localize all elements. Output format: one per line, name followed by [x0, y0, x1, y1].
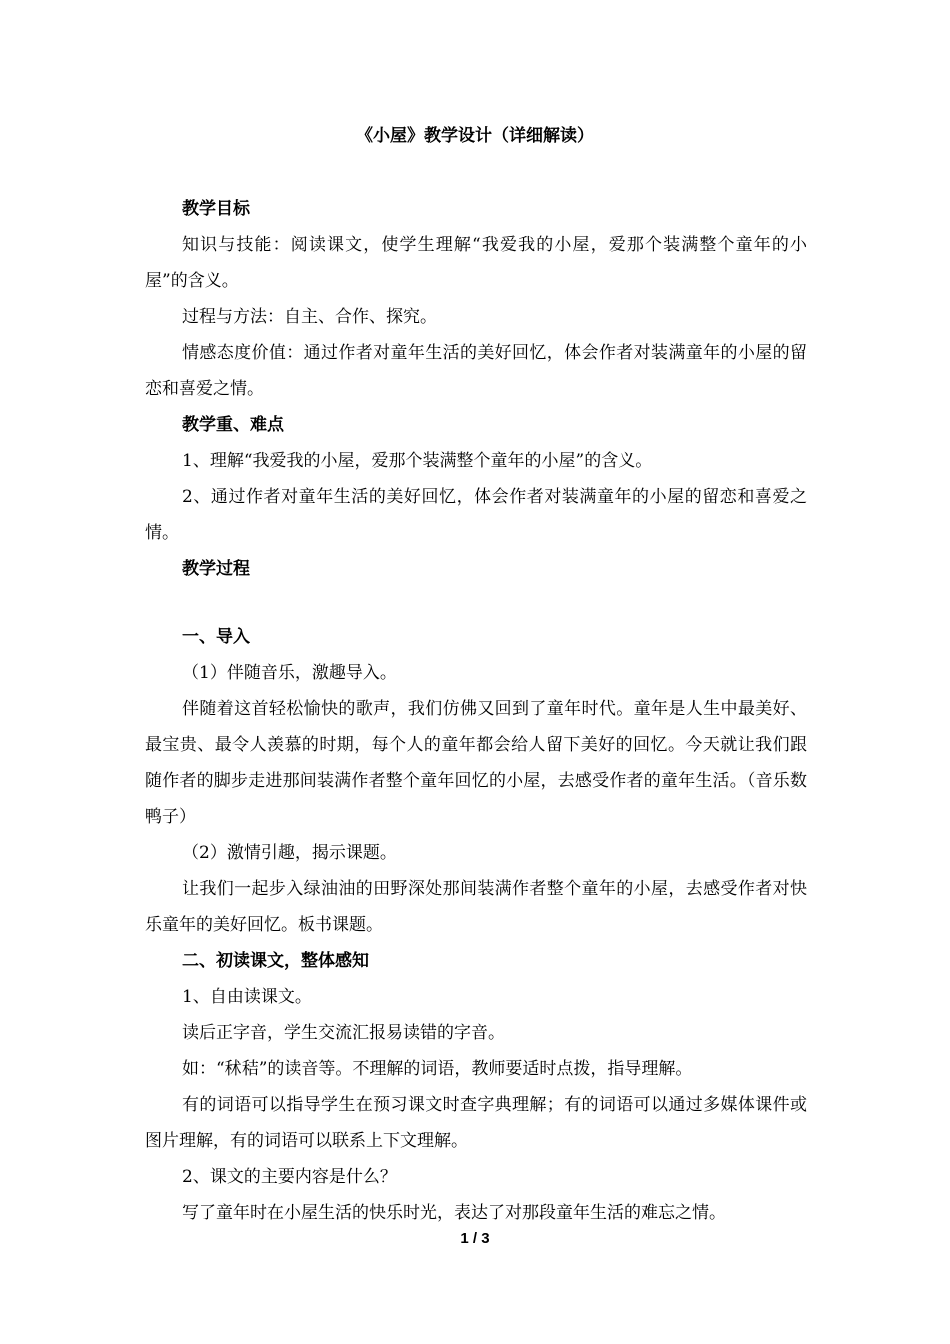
paragraph: 让我们一起步入绿油油的田野深处那间装满作者整个童年的小屋，去感受作者对快乐童年的美好回忆。板书课题。 — [145, 879, 807, 935]
paragraph: 情感态度价值：通过作者对童年生活的美好回忆，体会作者对装满童年的小屋的留恋和喜爱之情。 — [145, 343, 807, 399]
paragraph: 1、自由读课文。 — [182, 987, 312, 1007]
paragraph: 2、通过作者对童年生活的美好回忆，体会作者对装满童年的小屋的留恋和喜爱之情。 — [145, 487, 807, 543]
section-heading: 教学重、难点 — [182, 415, 284, 435]
paragraph: 有的词语可以指导学生在预习课文时查字典理解；有的词语可以通过多媒体课件或图片理解，有的词语可以联系上下文理解。 — [145, 1095, 807, 1151]
paragraph: 如：“秫秸”的读音等。不理解的词语，教师要适时点拨，指导理解。 — [182, 1059, 693, 1079]
paragraph: 过程与方法：自主、合作、探究。 — [182, 307, 437, 327]
section-heading: 一、导入 — [182, 627, 250, 647]
paragraph: （1）伴随音乐，激趣导入。 — [182, 663, 397, 683]
paragraph: 1、理解“我爱我的小屋，爱那个装满整个童年的小屋”的含义。 — [182, 451, 653, 471]
paragraph: 2、课文的主要内容是什么？ — [182, 1167, 397, 1187]
paragraph: （2）激情引趣，揭示课题。 — [182, 843, 397, 863]
paragraph: 写了童年时在小屋生活的快乐时光，表达了对那段童年生活的难忘之情。 — [182, 1203, 726, 1223]
paragraph: 知识与技能：阅读课文，使学生理解“我爱我的小屋，爱那个装满整个童年的小屋”的含义。 — [145, 235, 807, 291]
section-heading: 二、初读课文，整体感知 — [182, 951, 369, 971]
section-heading: 教学过程 — [182, 559, 250, 579]
document-title: 《小屋》教学设计（详细解读） — [356, 126, 594, 146]
paragraph: 伴随着这首轻松愉快的歌声，我们仿佛又回到了童年时代。童年是人生中最美好、最宝贵、最令人羡慕的时期，每个人的童年都会给人留下美好的回忆。今天就让我们跟随作者的脚步走进那间装满作者整个童年回忆的小屋，去感受作者的童年生活。（音乐数鸭子） — [145, 699, 807, 827]
paragraph-spacer — [145, 587, 807, 619]
section-heading: 教学目标 — [182, 199, 250, 219]
document-body — [145, 191, 807, 1231]
paragraph: 读后正字音，学生交流汇报易读错的字音。 — [182, 1023, 505, 1043]
page-number: 1 / 3 — [460, 1230, 490, 1247]
